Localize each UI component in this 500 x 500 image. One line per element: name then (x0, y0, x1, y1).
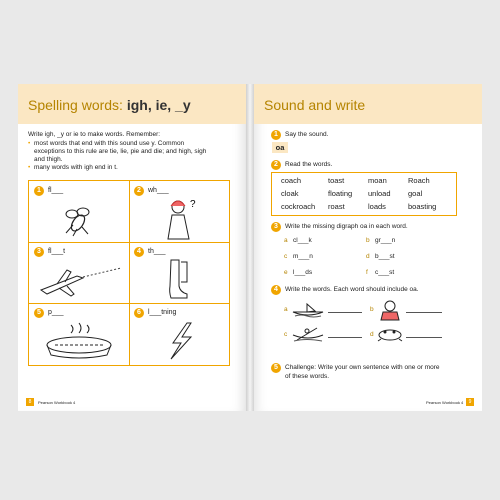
soap-icon (377, 298, 403, 322)
book-spine (246, 84, 254, 411)
exercise-number: 2 (134, 186, 144, 196)
answer-line[interactable] (406, 337, 442, 338)
item-letter: c (284, 253, 288, 260)
exercise-word[interactable]: fl___ (48, 187, 64, 194)
step-number: 3 (271, 222, 281, 232)
step-text: Challenge: Write your own sentence with one or more (285, 364, 440, 371)
item-letter: d (370, 331, 374, 338)
pie-icon (41, 321, 117, 361)
exercise-cell (129, 181, 229, 242)
exercise-word[interactable]: wh___ (148, 187, 169, 194)
item-letter: a (284, 306, 288, 313)
step-text: Read the words. (285, 161, 333, 168)
page-number: 9 (466, 398, 474, 406)
exercise-cell (29, 242, 129, 303)
answer-line[interactable] (328, 312, 362, 313)
missing-word[interactable]: b___st (375, 253, 395, 260)
step-text: Write the missing digraph oa in each word. (285, 223, 408, 230)
word-box-item: boasting (408, 202, 437, 211)
exercise-number: 6 (134, 308, 144, 318)
instruction-line: most words that end with this sound use y. Common (34, 140, 185, 147)
instruction-line: exceptions to this rule are tie, lie, pie and die; and high, sigh (34, 148, 207, 155)
exercise-word[interactable]: l___tning (148, 309, 177, 316)
item-letter: b (370, 306, 374, 313)
exercise-word[interactable]: fl___t (48, 248, 66, 255)
left-page-header (18, 84, 246, 124)
svg-text:?: ? (190, 199, 196, 210)
exercise-word[interactable]: p___ (48, 309, 64, 316)
leg-icon (157, 258, 197, 302)
page-footer: Pearson Workbook 4 (426, 400, 464, 405)
sound-badge: oa (272, 142, 288, 153)
word-box-item: cloak (281, 189, 299, 198)
word-box-item: goal (408, 189, 423, 198)
instruction-line: Write igh, _y or ie to make words. Remember: (28, 131, 161, 138)
page-title: Spelling words: igh, ie, _y (28, 97, 191, 113)
word-box-item: Roach (408, 176, 430, 185)
word-box-item: cockroach (281, 202, 316, 211)
step-number: 5 (271, 363, 281, 373)
word-box (271, 172, 457, 216)
step-text: of these words. (285, 373, 330, 380)
word-box-item: unload (368, 189, 391, 198)
step-number: 4 (271, 285, 281, 295)
step-text: Write the words. Each word should include oa. (285, 286, 419, 293)
exercise-number: 3 (34, 247, 44, 257)
page-footer: Pearson Workbook 4 (38, 400, 76, 405)
exercise-cell (129, 242, 229, 303)
item-letter: f (366, 269, 368, 276)
item-letter: b (366, 237, 370, 244)
toad-icon (377, 326, 403, 342)
right-page (254, 84, 482, 411)
airplane-icon (37, 264, 123, 298)
missing-word[interactable]: gr___n (375, 237, 396, 244)
word-box-item: toast (328, 176, 345, 185)
exercise-grid (28, 180, 230, 366)
item-letter: a (284, 237, 288, 244)
fly-icon (61, 203, 95, 237)
bullet-icon: • (28, 140, 31, 147)
item-letter: c (284, 331, 288, 338)
exercise-cell (29, 303, 129, 364)
exercise-cell (129, 303, 229, 364)
word-box-item: coach (281, 176, 302, 185)
exercise-word[interactable]: th___ (148, 248, 166, 255)
page-number: 8 (26, 398, 34, 406)
missing-word[interactable]: l___ds (293, 269, 313, 276)
exercise-number: 1 (34, 186, 44, 196)
right-page-header (254, 84, 482, 124)
missing-word[interactable]: c___st (375, 269, 395, 276)
lightning-icon (165, 321, 195, 361)
step-number: 2 (271, 160, 281, 170)
word-box-item: floating (328, 189, 353, 198)
exercise-cell (29, 181, 129, 242)
item-letter: d (366, 253, 370, 260)
word-box-item: loads (368, 202, 386, 211)
answer-line[interactable] (328, 337, 362, 338)
missing-word[interactable]: m___n (293, 253, 313, 260)
item-letter: e (284, 269, 288, 276)
instruction-line: many words with igh end in t. (34, 164, 118, 171)
rowing-boat-icon (291, 326, 325, 342)
step-text: Say the sound. (285, 131, 329, 138)
instruction-line: and thigh. (34, 156, 63, 163)
left-page (18, 84, 246, 411)
answer-line[interactable] (406, 312, 442, 313)
bullet-icon: • (28, 164, 31, 171)
girl-question-icon (163, 197, 199, 241)
exercise-number: 5 (34, 308, 44, 318)
word-box-item: moan (368, 176, 387, 185)
step-number: 1 (271, 130, 281, 140)
boat-icon (291, 302, 325, 318)
missing-word[interactable]: cl___k (293, 237, 312, 244)
page-title: Sound and write (264, 97, 366, 113)
word-box-item: roast (328, 202, 345, 211)
exercise-number: 4 (134, 247, 144, 257)
